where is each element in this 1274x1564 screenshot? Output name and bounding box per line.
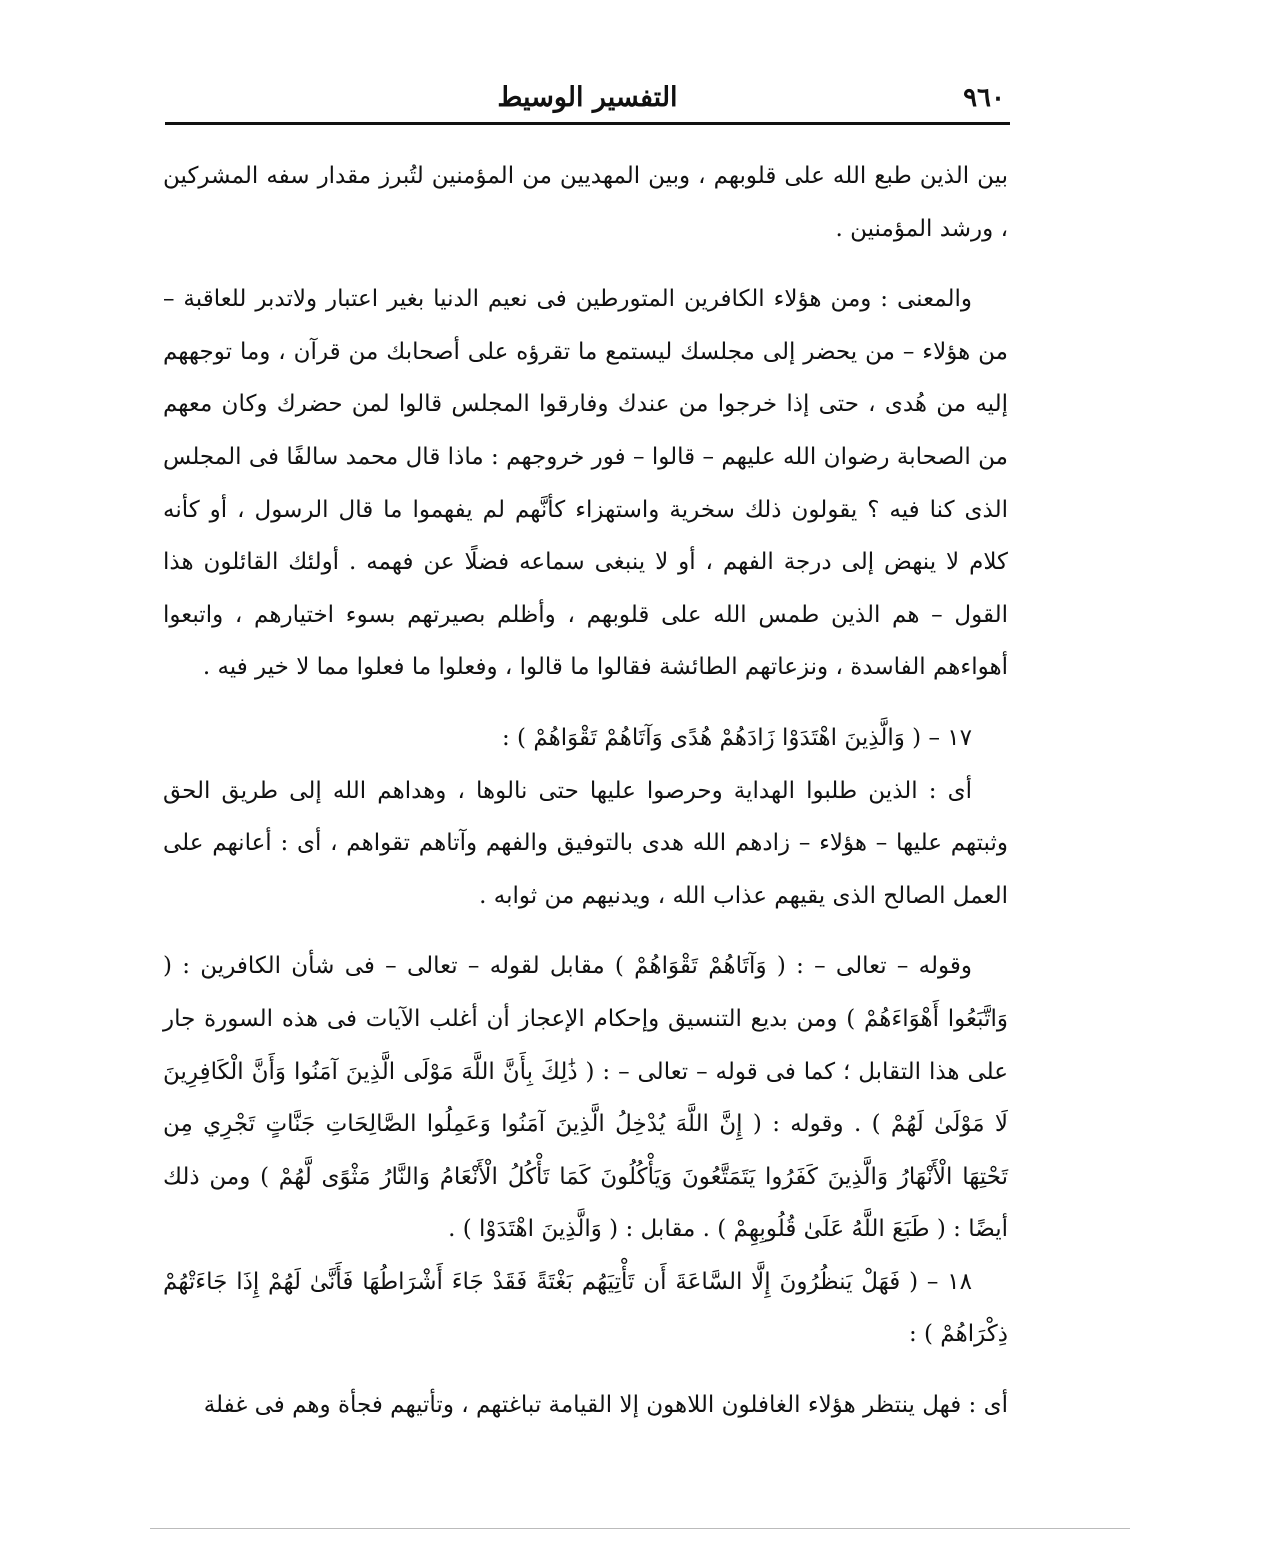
page-number: ٩٦٠: [963, 83, 1005, 113]
body-text: [163, 150, 1008, 1432]
footer-rule: [150, 1528, 1130, 1529]
paragraph-verse-17-explanation: أى : الذين طلبوا الهداية وحرصوا عليها حتى نالوها ، وهداهم الله إلى طريق الحق وثبتهم عليها – هؤلاء – زادهم الله هدى بالتوفيق والفهم وآتاهم تقواهم ، أى : أعانهم على العمل الصالح الذى يقيهم عذاب الله ، ويدنيهم من ثوابه .: [163, 777, 1008, 909]
page-title: التفسير الوسيط: [497, 82, 678, 113]
header-rule: [165, 122, 1010, 125]
paragraph-meaning: والمعنى : ومن هؤلاء الكافرين المتورطين فى نعيم الدنيا بغير اعتبار ولاتدبر للعاقبة – من هؤلاء – من يحضر إلى مجلسك ليستمع ما تقرؤه على أصحابك من قرآن ، وما توجههم إليه من هُدى ، حتى إذا خرجوا من عندك وفارقوا المجلس قالوا لمن حضرك وكان معهم من الصحابة رضوان الله عليهم – قالوا – فور خروجهم : ماذا قال محمد سالفًا فى المجلس الذى كنا فيه ؟ يقولون ذلك سخرية واستهزاء كأنَّهم لم يفهموا ما قال الرسول ، أو كأنه كلام لا ينهض إلى درجة الفهم ، أو لا ينبغى سماعه فضلًا عن فهمه . أولئك القائلون هذا القول – هم الذين طمس الله على قلوبهم ، وأظلم بصيرتهم بسوء اختيارهم ، واتبعوا أهواءهم الفاسدة ، ونزعاتهم الطائشة فقالوا ما قالوا ، وفعلوا ما فعلوا مما لا خير فيه .: [163, 286, 1008, 681]
verse-17-heading: ١٧ – ( وَالَّذِينَ اهْتَدَوْا زَادَهُمْ هُدًى وَآتَاهُمْ تَقْوَاهُمْ ) :: [501, 724, 972, 751]
paragraph-contrast: وقوله – تعالى – : ( وَآتَاهُمْ تَقْوَاهُمْ ) مقابل لقوله – تعالى – فى شأن الكافرين : ( وَاتَّبَعُوا أَهْوَاءَهُمْ ) ومن بديع التنسيق وإحكام الإعجاز أن أغلب الآيات فى هذه السورة جار على هذا التقابل ؛ كما فى قوله – تعالى – : ( ذَٰلِكَ بِأَنَّ اللَّهَ مَوْلَى الَّذِينَ آمَنُوا وَأَنَّ الْكَافِرِينَ لَا مَوْلَىٰ لَهُمْ ) . وقوله : ( إِنَّ اللَّهَ يُدْخِلُ الَّذِينَ آمَنُوا وَعَمِلُوا الصَّالِحَاتِ جَنَّاتٍ تَجْرِي مِن تَحْتِهَا الْأَنْهَارُ وَالَّذِينَ كَفَرُوا يَتَمَتَّعُونَ وَيَأْكُلُونَ كَمَا تَأْكُلُ الْأَنْعَامُ وَالنَّارُ مَثْوًى لَّهُمْ ) ومن ذلك أيضًا : ( طَبَعَ اللَّهُ عَلَىٰ قُلُوبِهِمْ ) . مقابل : ( وَالَّذِينَ اهْتَدَوْا ) .: [163, 953, 1008, 1243]
running-header: [165, 78, 1010, 124]
verse-18-heading: ١٨ – ( فَهَلْ يَنظُرُونَ إِلَّا السَّاعَةَ أَن تَأْتِيَهُم بَغْتَةً فَقَدْ جَاءَ أَشْرَاطُهَا فَأَنَّىٰ لَهُمْ إِذَا جَاءَتْهُمْ ذِكْرَاهُمْ ) :: [163, 1268, 1008, 1348]
paragraph-continuation: بين الذين طبع الله على قلوبهم ، وبين المهديين من المؤمنين لتُبرز مقدار سفه المشركين ، ورشد المؤمنين .: [163, 163, 1008, 242]
paragraph-verse-18-explanation: أى : فهل ينتظر هؤلاء الغافلون اللاهون إلا القيامة تباغتهم ، وتأتيهم فجأة وهم فى غفلة: [203, 1392, 1008, 1419]
